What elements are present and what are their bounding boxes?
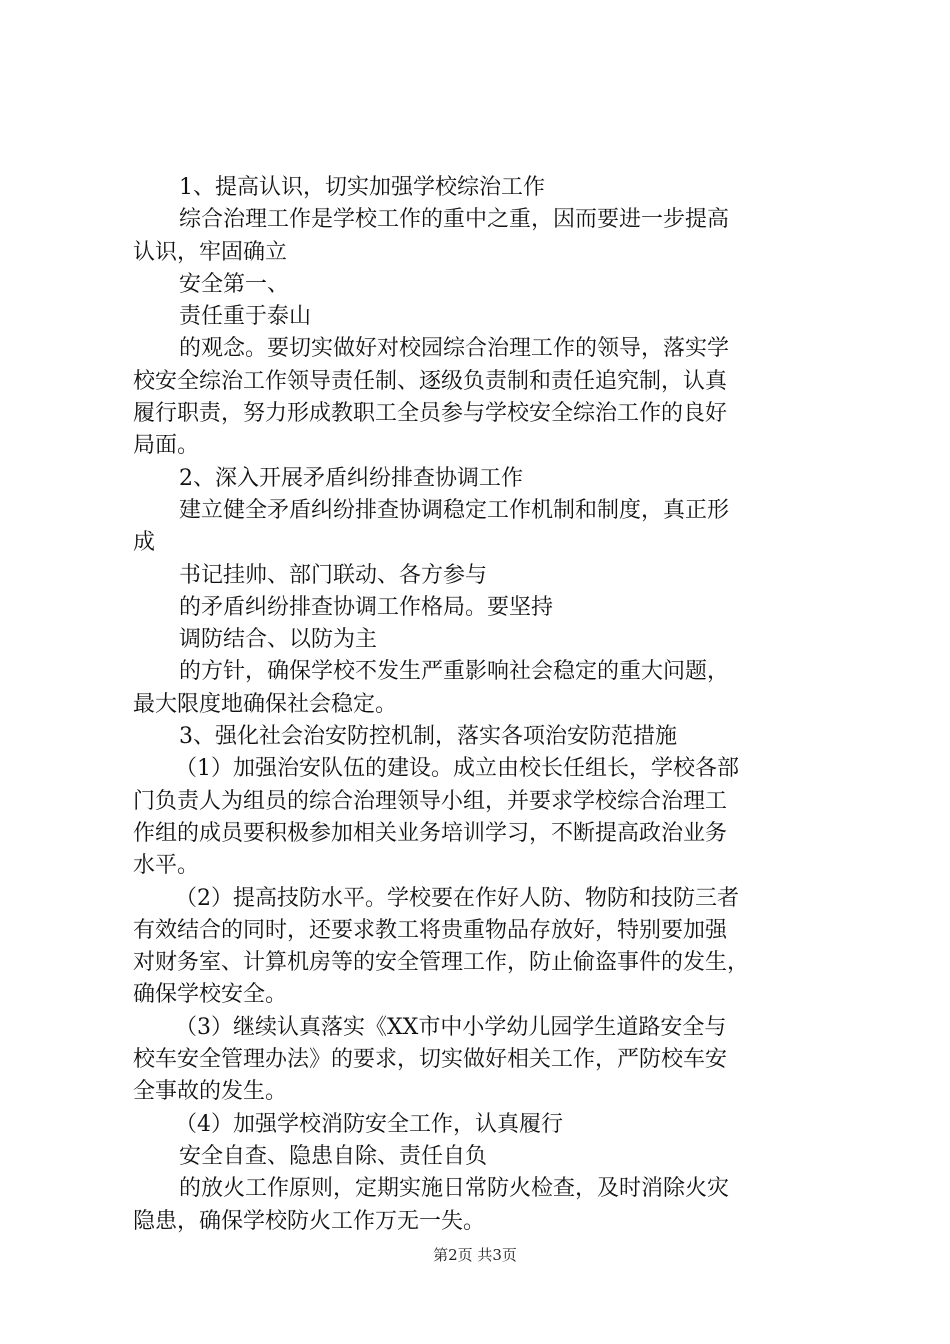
quoted-phrase: 调防结合、以防为主 xyxy=(179,627,378,653)
paragraph-line: 的放火工作原则，定期实施日常防火检查，及时消除火灾 xyxy=(179,1176,730,1202)
paragraph-line: 水平。 xyxy=(133,853,200,879)
paragraph-line: 校车安全管理办法》的要求，切实做好相关工作，严防校车安 xyxy=(133,1047,728,1073)
paragraph-line: 确保学校安全。 xyxy=(133,982,288,1008)
paragraph-line: 综合治理工作是学校工作的重中之重，因而要进一步提高 xyxy=(179,207,730,233)
quoted-phrase: 书记挂帅、部门联动、各方参与 xyxy=(179,562,488,588)
section-heading-3: 3、强化社会治安防控机制，落实各项治安防范措施 xyxy=(179,724,677,750)
paragraph-line: 有效结合的同时，还要求教工将贵重物品存放好，特别要加强 xyxy=(133,917,728,943)
paragraph-line: 建立健全矛盾纠纷排查协调稳定工作机制和制度，真正形 xyxy=(179,497,730,523)
paragraph-line: 的观念。要切实做好对校园综合治理工作的领导，落实学 xyxy=(179,336,730,362)
numbered-paragraph-3: （3）继续认真落实《XX市中小学幼儿园学生道路安全与 xyxy=(175,1014,727,1040)
paragraph-line: 最大限度地确保社会稳定。 xyxy=(133,691,398,717)
paragraph-line: 局面。 xyxy=(133,433,200,459)
paragraph-line: 门负责人为组员的综合治理领导小组，并要求学校综合治理工 xyxy=(133,788,728,814)
page-number: 第2页 共3页 xyxy=(433,1246,517,1264)
document-body xyxy=(133,172,833,1238)
page-footer xyxy=(0,1245,950,1265)
section-heading-1: 1、提高认识，切实加强学校综治工作 xyxy=(179,175,545,200)
quoted-phrase: 安全自查、隐患自除、责任自负 xyxy=(179,1143,488,1169)
quoted-phrase: 安全第一、 xyxy=(179,271,290,297)
section-heading-2: 2、深入开展矛盾纠纷排查协调工作 xyxy=(179,465,523,491)
numbered-paragraph-2: （2）提高技防水平。学校要在作好人防、物防和技防三者 xyxy=(175,885,739,911)
paragraph-line: 的方针，确保学校不发生严重影响社会稳定的重大问题， xyxy=(179,659,730,685)
paragraph-line: 作组的成员要积极参加相关业务培训学习，不断提高政治业务 xyxy=(133,820,728,846)
paragraph-line: 认识，牢固确立 xyxy=(133,239,288,265)
paragraph-line: 校安全综治工作领导责任制、逐级负责制和责任追究制，认真 xyxy=(133,368,728,394)
paragraph-line: 履行职责，努力形成教职工全员参与学校安全综治工作的良好 xyxy=(133,401,728,427)
paragraph-line: 的矛盾纠纷排查协调工作格局。要坚持 xyxy=(179,594,554,620)
quoted-phrase: 责任重于泰山 xyxy=(179,304,312,330)
numbered-paragraph-4: （4）加强学校消防安全工作，认真履行 xyxy=(175,1111,563,1137)
paragraph-line: 全事故的发生。 xyxy=(133,1079,288,1105)
paragraph-line: 成 xyxy=(133,530,156,556)
numbered-paragraph-1: （1）加强治安队伍的建设。成立由校长任组长，学校各部 xyxy=(175,756,739,782)
paragraph-line: 隐患，确保学校防火工作万无一失。 xyxy=(133,1208,486,1234)
paragraph-line: 对财务室、计算机房等的安全管理工作，防止偷盗事件的发生， xyxy=(133,950,750,976)
